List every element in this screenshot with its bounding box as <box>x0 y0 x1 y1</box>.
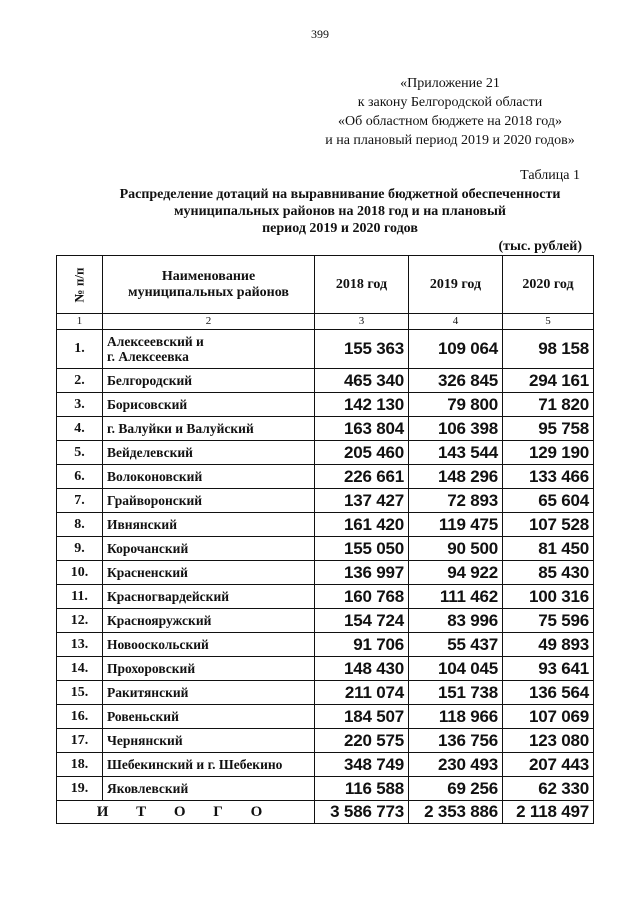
value-2019: 118 966 <box>409 705 503 729</box>
value-2018: 116 588 <box>315 777 409 801</box>
value-2020: 75 596 <box>503 609 594 633</box>
value-2019: 94 922 <box>409 561 503 585</box>
table-row <box>57 441 594 465</box>
header-2018: 2018 год <box>315 256 409 314</box>
table-row <box>57 633 594 657</box>
value-2020: 95 758 <box>503 417 594 441</box>
column-index: 4 <box>409 314 503 330</box>
row-number: 15. <box>57 681 103 705</box>
header-2019: 2019 год <box>409 256 503 314</box>
value-2019: 55 437 <box>409 633 503 657</box>
district-name-line: Алексеевский и <box>107 334 204 349</box>
value-2018: 136 997 <box>315 561 409 585</box>
value-2018: 220 575 <box>315 729 409 753</box>
row-number: 4. <box>57 417 103 441</box>
row-number: 2. <box>57 369 103 393</box>
units-label: (тыс. рублей) <box>498 239 582 254</box>
district-name-line: г. Алексеевка <box>107 349 189 364</box>
district-name: Чернянский <box>103 729 315 753</box>
header-row <box>57 256 594 314</box>
table-row <box>57 513 594 537</box>
table-row <box>57 561 594 585</box>
value-2018: 155 050 <box>315 537 409 561</box>
value-2018: 148 430 <box>315 657 409 681</box>
district-name: Красногвардейский <box>103 585 315 609</box>
value-2020: 49 893 <box>503 633 594 657</box>
row-number: 7. <box>57 489 103 513</box>
header-num <box>57 256 103 314</box>
row-number: 13. <box>57 633 103 657</box>
district-name: Красненский <box>103 561 315 585</box>
value-2019: 109 064 <box>409 330 503 369</box>
title-line: муниципальных районов на 2018 год и на плановый <box>174 204 506 219</box>
value-2020: 81 450 <box>503 537 594 561</box>
district-name: Краснояружский <box>103 609 315 633</box>
header-num-label: № п/п <box>71 267 87 302</box>
appendix-line: к закону Белгородской области <box>357 95 543 110</box>
total-2018: 3 586 773 <box>315 801 409 824</box>
value-2019: 136 756 <box>409 729 503 753</box>
value-2020: 65 604 <box>503 489 594 513</box>
value-2018: 465 340 <box>315 369 409 393</box>
row-number: 19. <box>57 777 103 801</box>
appendix-header <box>300 74 600 150</box>
appendix-line: «Об областном бюджете на 2018 год» <box>338 114 562 129</box>
value-2020: 107 069 <box>503 705 594 729</box>
value-2018: 154 724 <box>315 609 409 633</box>
table-row <box>57 729 594 753</box>
page-number: 399 <box>311 27 329 41</box>
row-number: 11. <box>57 585 103 609</box>
value-2020: 129 190 <box>503 441 594 465</box>
district-name: Корочанский <box>103 537 315 561</box>
table-row <box>57 393 594 417</box>
table-row <box>57 681 594 705</box>
table-row <box>57 465 594 489</box>
title-line: период 2019 и 2020 годов <box>262 221 418 236</box>
row-number: 5. <box>57 441 103 465</box>
value-2020: 85 430 <box>503 561 594 585</box>
value-2019: 69 256 <box>409 777 503 801</box>
value-2018: 137 427 <box>315 489 409 513</box>
value-2018: 211 074 <box>315 681 409 705</box>
appendix-line: и на плановый период 2019 и 2020 годов» <box>325 133 575 148</box>
district-name: Белгородский <box>103 369 315 393</box>
district-name: Шебекинский и г. Шебекино <box>103 753 315 777</box>
document-title <box>85 186 595 237</box>
column-index: 2 <box>103 314 315 330</box>
total-2020: 2 118 497 <box>503 801 594 824</box>
value-2019: 148 296 <box>409 465 503 489</box>
row-number: 9. <box>57 537 103 561</box>
value-2018: 160 768 <box>315 585 409 609</box>
district-name: Грайворонский <box>103 489 315 513</box>
header-2020: 2020 год <box>503 256 594 314</box>
header-name <box>103 256 315 314</box>
value-2020: 62 330 <box>503 777 594 801</box>
value-2019: 72 893 <box>409 489 503 513</box>
table-row <box>57 609 594 633</box>
district-name: г. Валуйки и Валуйский <box>103 417 315 441</box>
district-name: Волоконовский <box>103 465 315 489</box>
subsidy-table <box>56 255 594 824</box>
district-name: Ивнянский <box>103 513 315 537</box>
value-2020: 107 528 <box>503 513 594 537</box>
table-row <box>57 705 594 729</box>
district-name: Ровеньский <box>103 705 315 729</box>
district-name: Борисовский <box>103 393 315 417</box>
value-2019: 151 738 <box>409 681 503 705</box>
row-number: 14. <box>57 657 103 681</box>
column-index-row <box>57 314 594 330</box>
value-2018: 142 130 <box>315 393 409 417</box>
total-2019: 2 353 886 <box>409 801 503 824</box>
district-name: Яковлевский <box>103 777 315 801</box>
value-2018: 155 363 <box>315 330 409 369</box>
table-label: Таблица 1 <box>520 168 580 183</box>
row-number: 3. <box>57 393 103 417</box>
value-2019: 111 462 <box>409 585 503 609</box>
row-number: 17. <box>57 729 103 753</box>
row-number: 12. <box>57 609 103 633</box>
value-2020: 133 466 <box>503 465 594 489</box>
value-2020: 98 158 <box>503 330 594 369</box>
district-name: Прохоровский <box>103 657 315 681</box>
row-number: 6. <box>57 465 103 489</box>
column-index: 3 <box>315 314 409 330</box>
value-2018: 348 749 <box>315 753 409 777</box>
value-2019: 79 800 <box>409 393 503 417</box>
value-2020: 93 641 <box>503 657 594 681</box>
value-2018: 163 804 <box>315 417 409 441</box>
value-2019: 83 996 <box>409 609 503 633</box>
value-2020: 207 443 <box>503 753 594 777</box>
district-name: Ракитянский <box>103 681 315 705</box>
value-2020: 136 564 <box>503 681 594 705</box>
district-name: Новооскольский <box>103 633 315 657</box>
value-2020: 100 316 <box>503 585 594 609</box>
column-index: 1 <box>57 314 103 330</box>
value-2020: 294 161 <box>503 369 594 393</box>
row-number: 8. <box>57 513 103 537</box>
value-2019: 326 845 <box>409 369 503 393</box>
total-row <box>57 801 594 824</box>
header-name-line: муниципальных районов <box>128 284 289 300</box>
row-number: 10. <box>57 561 103 585</box>
row-number: 16. <box>57 705 103 729</box>
table-row <box>57 753 594 777</box>
row-number: 1. <box>57 330 103 369</box>
table-row <box>57 330 594 369</box>
table-row <box>57 537 594 561</box>
value-2020: 71 820 <box>503 393 594 417</box>
value-2018: 161 420 <box>315 513 409 537</box>
value-2018: 91 706 <box>315 633 409 657</box>
appendix-line: «Приложение 21 <box>400 76 500 91</box>
total-label: И Т О Г О <box>57 801 315 824</box>
value-2020: 123 080 <box>503 729 594 753</box>
value-2019: 106 398 <box>409 417 503 441</box>
table-row <box>57 777 594 801</box>
title-line: Распределение дотаций на выравнивание бюджетной обеспеченности <box>119 187 561 202</box>
value-2019: 230 493 <box>409 753 503 777</box>
header-name-line: Наименование <box>161 268 256 284</box>
row-number: 18. <box>57 753 103 777</box>
value-2019: 143 544 <box>409 441 503 465</box>
table-row <box>57 585 594 609</box>
district-name <box>103 330 315 369</box>
value-2018: 184 507 <box>315 705 409 729</box>
value-2019: 104 045 <box>409 657 503 681</box>
column-index: 5 <box>503 314 594 330</box>
table-row <box>57 369 594 393</box>
value-2019: 119 475 <box>409 513 503 537</box>
value-2018: 226 661 <box>315 465 409 489</box>
table-row <box>57 417 594 441</box>
value-2019: 90 500 <box>409 537 503 561</box>
value-2018: 205 460 <box>315 441 409 465</box>
table-row <box>57 489 594 513</box>
table-row <box>57 657 594 681</box>
district-name: Вейделевский <box>103 441 315 465</box>
